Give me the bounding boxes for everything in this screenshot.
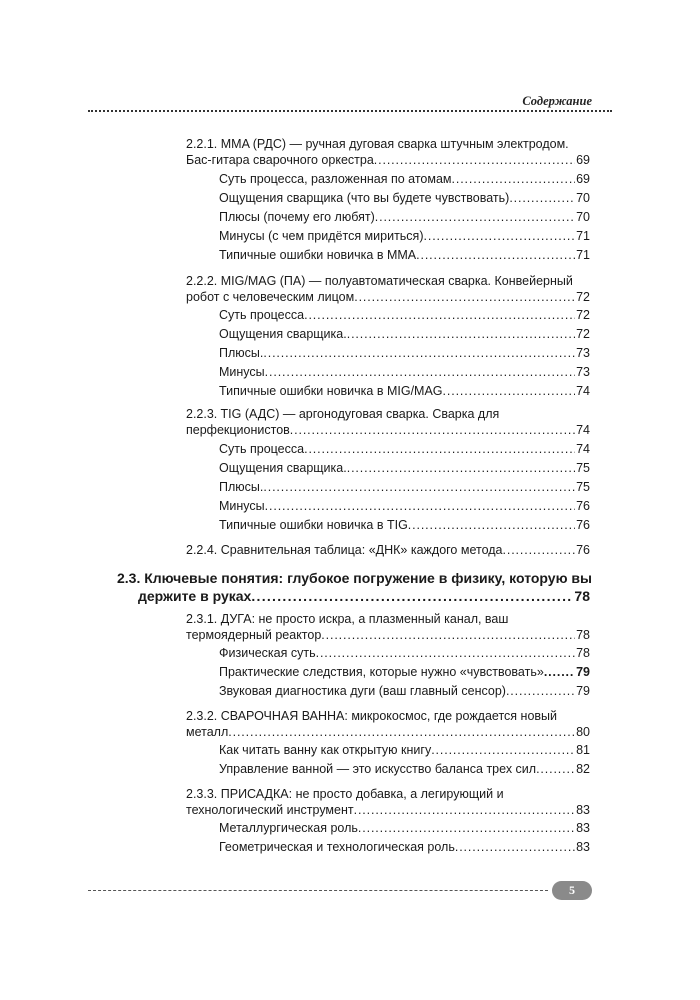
toc-subentry[interactable] — [219, 190, 590, 206]
toc-entry-title: металл — [186, 725, 229, 739]
dot-leader — [375, 209, 575, 225]
toc-page-number: 81 — [576, 743, 590, 757]
toc-subentry[interactable] — [219, 441, 590, 457]
toc-subentry[interactable] — [219, 839, 590, 855]
toc-entry-2-2-3[interactable] — [186, 422, 590, 438]
dot-leader — [416, 247, 575, 263]
toc-entry-title: Плюсы (почему его любят) — [219, 210, 375, 224]
toc-entry-title: 2.2.4. Сравнительная таблица: «ДНК» каждого метода — [186, 543, 503, 557]
toc-entry-2-3-3[interactable] — [186, 802, 590, 818]
toc-subentry[interactable] — [219, 761, 590, 777]
dot-leader — [251, 587, 573, 605]
toc-entry-2-2-1-line1[interactable]: 2.2.1. MMA (РДС) — ручная дуговая сварка штучным электродом. — [186, 137, 569, 151]
dot-leader — [321, 627, 575, 643]
toc-entry-2-3-3-line1[interactable]: 2.3.3. ПРИСАДКА: не просто добавка, а легирующий и — [186, 787, 504, 801]
toc-page-number: 83 — [576, 840, 590, 854]
toc-entry-2-3-2[interactable] — [186, 724, 590, 740]
toc-entry-title: Суть процесса, разложенная по атомам — [219, 172, 452, 186]
toc-entry-title: Ощущения сварщика. — [219, 461, 347, 475]
toc-subentry[interactable] — [219, 228, 590, 244]
toc-entry-title: держите в руках — [138, 588, 252, 604]
toc-section-2-3[interactable] — [138, 587, 590, 605]
dot-leader — [374, 152, 575, 168]
toc-entry-title: Типичные ошибки новичка в MMA — [219, 248, 417, 262]
toc-entry-title: Суть процесса — [219, 308, 305, 322]
dot-leader — [544, 664, 575, 680]
toc-entry-title: Бас-гитара сварочного оркестра — [186, 153, 374, 167]
dot-leader — [263, 479, 575, 495]
toc-entry-title: Физическая суть — [219, 646, 316, 660]
dot-leader — [408, 517, 575, 533]
toc-subentry[interactable] — [219, 683, 590, 699]
bottom-dashed-rule — [88, 890, 548, 891]
dot-leader — [354, 802, 575, 818]
toc-entry-2-2-4[interactable] — [186, 542, 590, 558]
toc-entry-title: Типичные ошибки новичка в MIG/MAG — [219, 384, 443, 398]
dot-leader — [424, 228, 576, 244]
toc-subentry[interactable] — [219, 307, 590, 323]
toc-subentry[interactable] — [219, 742, 590, 758]
dot-leader — [452, 171, 576, 187]
top-dotted-rule — [88, 110, 612, 112]
dot-leader — [228, 724, 575, 740]
toc-page-number: 78 — [574, 588, 590, 604]
dot-leader — [290, 422, 575, 438]
dot-leader — [431, 742, 575, 758]
toc-page-number: 76 — [576, 499, 590, 513]
toc-entry-2-3-1[interactable] — [186, 627, 590, 643]
toc-page-number: 72 — [576, 290, 590, 304]
toc-page-number: 83 — [576, 803, 590, 817]
toc-entry-2-2-3-line1[interactable]: 2.2.3. TIG (АДС) — аргонодуговая сварка. Сварка для — [186, 407, 500, 421]
toc-entry-title: Суть процесса — [219, 442, 305, 456]
toc-subentry[interactable] — [219, 171, 590, 187]
toc-page-number: 78 — [576, 628, 590, 642]
toc-subentry[interactable] — [219, 479, 590, 495]
toc-subentry[interactable] — [219, 364, 590, 380]
toc-page-number: 69 — [576, 172, 590, 186]
toc-page-number: 75 — [576, 461, 590, 475]
toc-subentry[interactable] — [219, 517, 590, 533]
toc-subentry[interactable] — [219, 820, 590, 836]
toc-page-number: 71 — [576, 248, 590, 262]
toc-page-number: 78 — [576, 646, 590, 660]
toc-entry-title: Звуковая диагностика дуги (ваш главный сенсор) — [219, 684, 506, 698]
dot-leader — [316, 645, 576, 661]
dot-leader — [503, 542, 576, 558]
toc-entry-title: Управление ванной — это искусство баланса трех сил — [219, 762, 537, 776]
toc-entry-2-2-1[interactable] — [186, 152, 590, 168]
toc-entry-title: Как читать ванну как открытую книгу — [219, 743, 432, 757]
dot-leader — [265, 364, 575, 380]
dot-leader — [506, 683, 575, 699]
dot-leader — [304, 307, 575, 323]
toc-entry-title: Ощущения сварщика (что вы будете чувствовать) — [219, 191, 510, 205]
toc-entry-title: Минусы — [219, 365, 265, 379]
toc-page-number: 72 — [576, 308, 590, 322]
toc-entry-title: Плюсы. — [219, 346, 264, 360]
toc-subentry[interactable] — [219, 664, 590, 680]
toc-page-number: 72 — [576, 327, 590, 341]
toc-entry-2-2-2[interactable] — [186, 289, 590, 305]
dot-leader — [347, 326, 575, 342]
dot-leader — [509, 190, 575, 206]
toc-subentry[interactable] — [219, 345, 590, 361]
dot-leader — [263, 345, 575, 361]
page-number-badge: 5 — [552, 881, 592, 900]
toc-entry-2-3-1-line1[interactable]: 2.3.1. ДУГА: не просто искра, а плазменный канал, ваш — [186, 612, 509, 626]
toc-page-number: 82 — [576, 762, 590, 776]
toc-page-number: 83 — [576, 821, 590, 835]
toc-page-number: 79 — [576, 665, 590, 679]
toc-page-number: 75 — [576, 480, 590, 494]
toc-entry-title: Минусы (с чем придётся мириться) — [219, 229, 424, 243]
toc-entry-title: Минусы — [219, 499, 265, 513]
toc-subentry[interactable] — [219, 209, 590, 225]
toc-entry-title: Ощущения сварщика. — [219, 327, 347, 341]
dot-leader — [455, 839, 575, 855]
toc-page-number: 73 — [576, 346, 590, 360]
toc-entry-title: Геометрическая и технологическая роль — [219, 840, 455, 854]
toc-page-number: 73 — [576, 365, 590, 379]
toc-subentry[interactable] — [219, 326, 590, 342]
dot-leader — [354, 289, 575, 305]
toc-entry-title: термоядерный реактор — [186, 628, 322, 642]
toc-page-number: 76 — [576, 518, 590, 532]
toc-entry-2-3-2-line1[interactable]: 2.3.2. СВАРОЧНАЯ ВАННА: микрокосмос, где рождается новый — [186, 709, 558, 723]
dot-leader — [443, 383, 576, 399]
dot-leader — [536, 761, 575, 777]
toc-page-number: 70 — [576, 191, 590, 205]
toc-page-number: 69 — [576, 153, 590, 167]
toc-page-number: 76 — [576, 543, 590, 557]
toc-subentry[interactable] — [219, 383, 590, 399]
toc-page-number: 74 — [576, 423, 590, 437]
toc-entry-title: Практические следствия, которые нужно «чувствовать» — [219, 665, 544, 679]
toc-subentry[interactable] — [219, 498, 590, 514]
dot-leader — [265, 498, 575, 514]
toc-page-number: 70 — [576, 210, 590, 224]
dot-leader — [358, 820, 575, 836]
toc-entry-title: Типичные ошибки новичка в TIG — [219, 518, 408, 532]
toc-entry-title: перфекционистов — [186, 423, 290, 437]
dot-leader — [304, 441, 575, 457]
dot-leader — [347, 460, 575, 476]
toc-page-number: 80 — [576, 725, 590, 739]
toc-entry-title: Плюсы. — [219, 480, 264, 494]
toc-subentry[interactable] — [219, 645, 590, 661]
toc-subentry[interactable] — [219, 460, 590, 476]
toc-entry-title: технологический инструмент — [186, 803, 354, 817]
toc-subentry[interactable] — [219, 247, 590, 263]
toc-page-number: 71 — [576, 229, 590, 243]
toc-section-2-3-line1[interactable]: 2.3. Ключевые понятия: глубокое погружение в физику, которую вы — [117, 570, 592, 586]
toc-entry-2-2-2-line1[interactable]: 2.2.2. MIG/MAG (ПА) — полуавтоматическая сварка. Конвейерный — [186, 274, 573, 288]
toc-entry-title: Металлургическая роль — [219, 821, 358, 835]
running-head: Содержание — [522, 94, 592, 108]
toc-entry-title: робот с человеческим лицом — [186, 290, 355, 304]
toc-page-number: 79 — [576, 684, 590, 698]
toc-page-number: 74 — [576, 442, 590, 456]
toc-page-number: 74 — [576, 384, 590, 398]
